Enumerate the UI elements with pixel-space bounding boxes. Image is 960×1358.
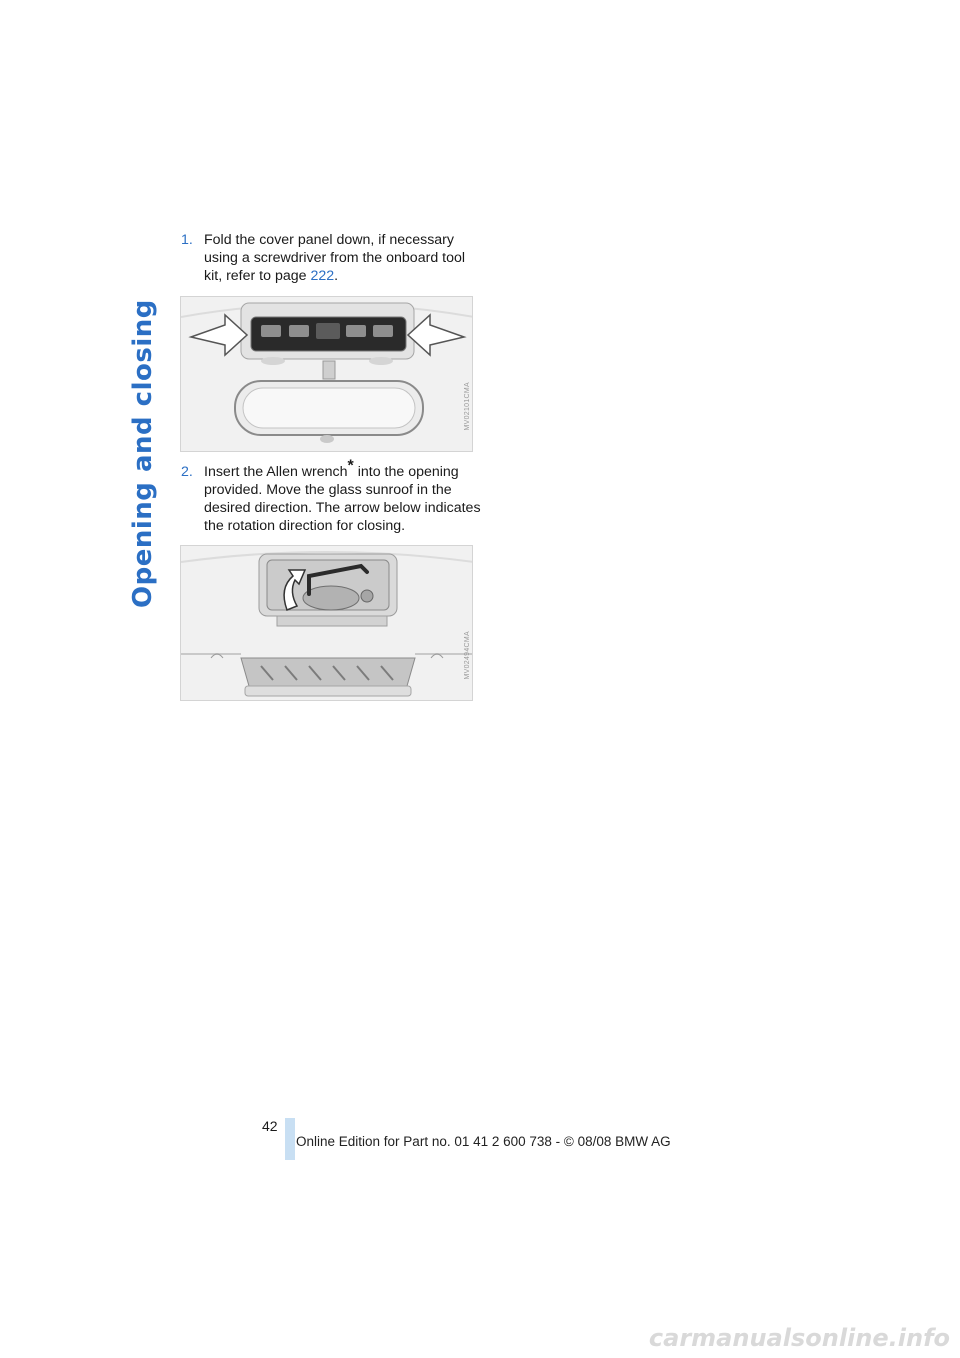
step-2-text-end: into the opening provided. Move the glass sunroof in the desired direction. The arrow below indicates the rotation direction for closing. [204,464,481,534]
page-reference-link[interactable]: 222 [310,268,335,284]
step-1 [181,231,481,285]
step-2 [181,457,481,535]
allen-wrench-illustration [181,546,473,701]
figure-code: MV02101CMA [464,382,471,431]
step-2-text [204,457,481,535]
footer-text: Online Edition for Part no. 01 41 2 600 738 - © 08/08 BMW AG [296,1134,671,1149]
figure-cover-panel [180,296,473,452]
watermark: carmanualsonline.info [648,1324,950,1352]
footer-accent-bar [285,1118,295,1160]
figure-allen-wrench [180,545,473,701]
step-1-text-body: Fold the cover panel down, if necessary using a screwdriver from the onboard tool kit, refer to page [204,232,466,284]
step-1-text [204,231,481,285]
figure-code: MV02494CMA [464,631,471,680]
step-2-text-body: Insert the Allen wrench [204,464,348,480]
step-1-text-end: . [334,268,339,284]
step-2-number: 2. [181,464,193,480]
step-1-number: 1. [181,232,193,248]
page-number: 42 [262,1118,278,1134]
optional-equipment-star: * [347,457,354,475]
section-title: Opening and closing [128,299,158,608]
cover-panel-illustration [181,297,473,452]
